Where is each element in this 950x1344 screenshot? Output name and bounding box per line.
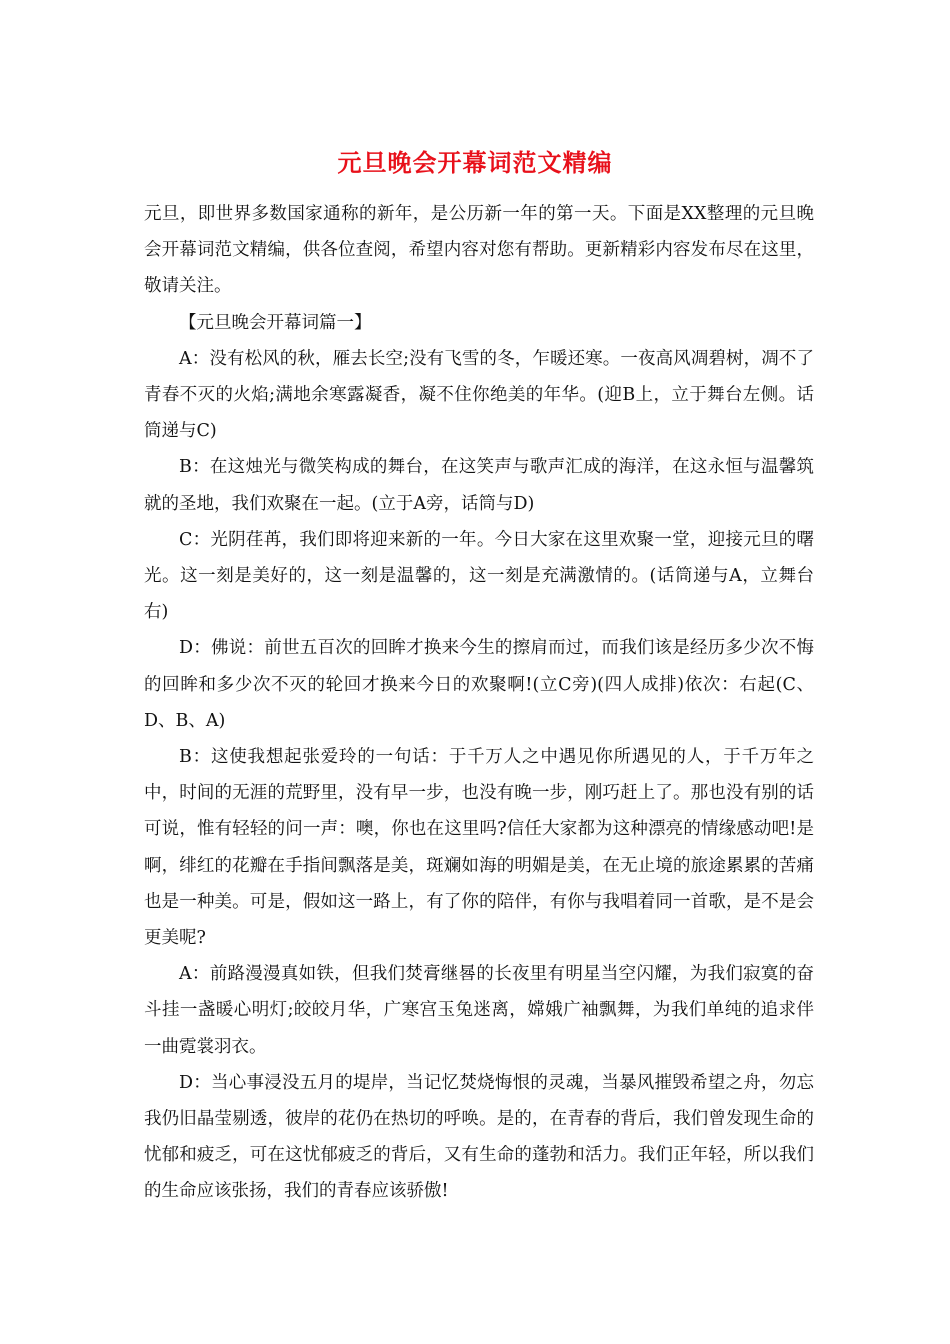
speech-paragraph: D：佛说：前世五百次的回眸才换来今生的擦肩而过，而我们该是经历多少次不悔的回眸和多少次不灭的轮回才换来今日的欢聚啊!(立C旁)(四人成排)依次：右起(C、D、B、A) (144, 638, 814, 731)
speech-paragraph: C：光阴荏苒，我们即将迎来新的一年。今日大家在这里欢聚一堂，迎接元旦的曙光。这一刻是美好的，这一刻是温馨的，这一刻是充满激情的。(话筒递与A，立舞台右) (144, 529, 814, 623)
speech-paragraph: A：没有松风的秋，雁去长空;没有飞雪的冬，乍暖还寒。一夜高风凋碧树，凋不了青春不灭的火焰;满地余寒露凝香，凝不住你绝美的年华。(迎B上，立于舞台左侧。话筒递与C) (144, 348, 814, 442)
section-heading: 【元旦晚会开幕词篇一】 (179, 312, 372, 333)
speech-paragraph: A：前路漫漫真如铁，但我们焚膏继晷的长夜里有明星当空闪耀，为我们寂寞的奋斗挂一盏暖心明灯;皎皎月华，广寒宫玉兔迷离，嫦娥广袖飘舞，为我们单纯的追求伴一曲霓裳羽衣。 (144, 964, 814, 1057)
speech-paragraph: B：这使我想起张爱玲的一句话：于千万人之中遇见你所遇见的人，于千万年之中，时间的无涯的荒野里，没有早一步，也没有晚一步，刚巧赶上了。那也没有别的话可说，惟有轻轻的问一声：噢，你也在这里吗?信任大家都为这种漂亮的情缘感动吧!是啊，绯红的花瓣在手指间飘落是美，斑斓如海的明媚是美，在无止境的旅途累累的苦痛也是一种美。可是，假如这一路上，有了你的陪伴，有你与我唱着同一首歌，是不是会更美呢? (144, 747, 814, 949)
document-title: 元旦晚会开幕词范文精编 (337, 148, 613, 177)
intro-paragraph: 元旦，即世界多数国家通称的新年，是公历新一年的第一天。下面是XX整理的元旦晚会开幕词范文精编，供各位查阅，希望内容对您有帮助。更新精彩内容发布尽在这里，敬请关注。 (144, 204, 814, 297)
speech-paragraph: B：在这烛光与微笑构成的舞台，在这笑声与歌声汇成的海洋，在这永恒与温馨筑就的圣地，我们欢聚在一起。(立于A旁，话筒与D) (144, 457, 814, 514)
document-body (144, 196, 814, 1210)
speech-paragraph: D：当心事浸没五月的堤岸，当记忆焚烧悔恨的灵魂，当暴风摧毁希望之舟，勿忘我仍旧晶莹剔透，彼岸的花仍在热切的呼唤。是的，在青春的背后，我们曾发现生命的忧郁和疲乏，可在这忧郁疲乏的背后，又有生命的蓬勃和活力。我们正年轻，所以我们的生命应该张扬，我们的青春应该骄傲! (144, 1072, 814, 1202)
